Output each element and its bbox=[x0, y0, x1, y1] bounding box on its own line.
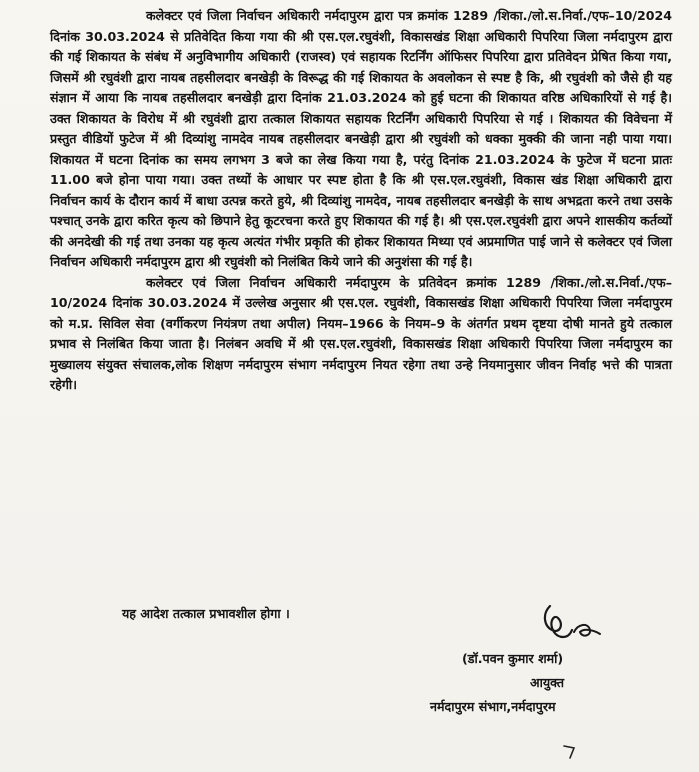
order-body bbox=[50, 6, 672, 396]
paragraph-complaint-findings: कलेक्टर एवं जिला निर्वाचन अधिकारी नर्मदापुरम द्वारा पत्र क्रमांक 1289 /शिका./लो.स.निर्वा./एफ–10/2024 दिनांक 30.03.2024 से प्रतिवेदित किया गया की श्री एस.एल.रघुवंशी, विकासखंड शिक्षा अधिकारी पिपरिया जिला नर्मदापुरम द्वारा की गई शिकायत के संबंध में अनुविभागीय अधिकारी (राजस्व) एवं सहायक रिटर्निंग ऑफिसर पिपरिया द्वारा प्रतिवेदन प्रेषित किया गया, जिसमें श्री रघुवंशी द्वारा नायब तहसीलदार बनखेड़ी के विरूद्ध की गई शिकायत के अवलोकन से स्पष्ट है कि, श्री रघुवंशी को जैसे ही यह संज्ञान में आया कि नायब तहसीलदार बनखेड़ी द्वारा दिनांक 21.03.2024 को हुई घटना की शिकायत वरिष्ठ अधिकारियों से गई है। उक्त शिकायत के विरोध में श्री रघुवंशी द्वारा तत्काल शिकायत सहायक रिटर्निंग अधिकारी पिपरिया से गई । शिकायत की विवेचना में प्रस्तुत वीडियों फुटेज में श्री दिव्यांशु नामदेव नायब तहसीलदार बनखेड़ी द्वारा श्री रघुवंशी को धक्का मुक्की की जाना नही पाया गया। शिकायत में घटना दिनांक का समय लगभग 3 बजे का लेख किया गया है, परंतु दिनांक 21.03.2024 के फुटेज में घटना प्रातः 11.00 बजे होना पाया गया। उक्त तथ्यों के आधार पर स्पष्ट होता है कि श्री एस.एल.रघुवंशी, विकास खंड शिक्षा अधिकारी द्वारा निर्वाचन कार्य के दौरान कार्य में बाधा उत्पन्न करते हुये, श्री दिव्यांशु नामदेव, नायब तहसीलदार बनखेड़ी के साथ अभद्रता करने तथा उसके पश्चात् उनके द्वारा करित कृत्य को छिपाने हेतु कूटरचना करते हुए शिकायत की गई है। श्री एस.एल.रघुवंशी द्वारा अपने शासकीय कर्तव्यों की अनदेखी की गई तथा उनका यह कृत्य अत्यंत गंभीर प्रकृति की होकर शिकायत मिथ्या एवं अप्रमाणित पाई जाने से कलेक्टर एवं जिला निर्वाचन अधिकारी नर्मदापुरम द्वारा श्री रघुवंशी को निलंबित किये जाने की अनुशंसा की गई है। bbox=[50, 8, 672, 269]
handwritten-signature bbox=[538, 600, 608, 646]
signatory-office: नर्मदापुरम संभाग,नर्मदापुरम bbox=[430, 699, 556, 714]
pen-stroke-mark bbox=[560, 742, 578, 762]
closing-line: यह आदेश तत्काल प्रभावशील होगा । bbox=[122, 606, 290, 621]
paragraph-suspension-order: कलेक्टर एवं जिला निर्वाचन अधिकारी नर्मदापुरम के प्रतिवेदन क्रमांक 1289 /शिका./लो.स.निर्वा./एफ–10/2024 दिनांक 30.03.2024 में उल्लेख अनुसार श्री एस.एल. रघुवंशी, विकासखंड शिक्षा अधिकारी पिपरिया जिला नर्मदापुरम को म.प्र. सिविल सेवा (वर्गीकरण नियंत्रण तथा अपील) नियम–1966 के नियम–9 के अंतर्गत प्रथम दृष्टया दोषी मानते हुये तत्काल प्रभाव से निलंबित किया जाता है। निलंबन अवधि में श्री एस.एल.रघुवंशी, विकासखंड शिक्षा अधिकारी पिपरिया जिला नर्मदापुरम का मुख्यालय संयुक्त संचालक,लोक शिक्षण नर्मदापुरम संभाग नर्मदापुरम नियत रहेगा तथा उन्हे नियमानुसार जीवन निर्वाह भत्ते की पात्रता रहेगी। bbox=[50, 274, 672, 392]
signatory-name: (डॉ.पवन कुमार शर्मा) bbox=[462, 651, 564, 666]
signature-block bbox=[420, 600, 670, 750]
signatory-designation: आयुक्त bbox=[530, 675, 565, 690]
